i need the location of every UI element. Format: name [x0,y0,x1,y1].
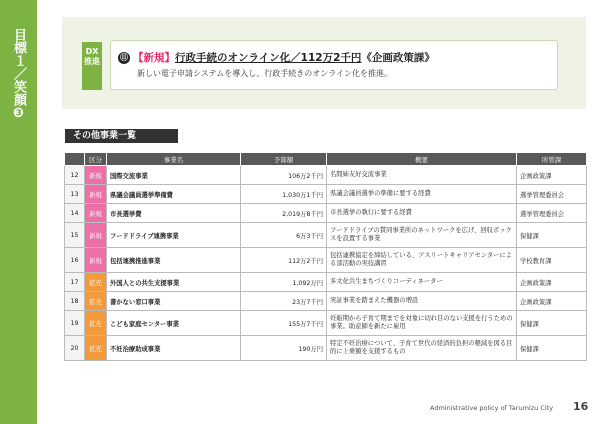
row-budget: 1,030万1千円 [241,185,327,204]
row-budget: 2,019万8千円 [241,204,327,223]
row-number: 19 [65,311,85,336]
row-kubun-badge: 新規 [85,223,107,248]
header-dept: 所管課 [517,153,587,166]
side-title [0,28,37,121]
side-title-circle: ❸ [11,106,26,121]
row-number: 14 [65,204,85,223]
dx-card [110,40,558,90]
table-row [65,185,587,204]
row-kubun-badge: 拡充 [85,292,107,311]
table-row [65,273,587,292]
row-dept: 企画政策課 [517,273,587,292]
dx-title [118,50,435,65]
row-dept: 企画政策課 [517,292,587,311]
row-budget: 1,092万円 [241,273,327,292]
header-no [65,153,85,166]
table-row [65,248,587,273]
row-summary: 実証事業を踏まえた機器の増設 [327,292,517,311]
row-number: 20 [65,336,85,361]
table-row [65,311,587,336]
row-name: 国際交流事業 [107,166,241,185]
dx-main-title: 行政手続のオンライン化／112万2千円 [175,52,362,64]
row-dept: 保健課 [517,223,587,248]
table-row [65,336,587,361]
table-header-row [65,153,587,166]
row-name: 不妊治療助成事業 [107,336,241,361]
row-number: 12 [65,166,85,185]
row-budget: 106万2千円 [241,166,327,185]
row-name: 外国人との共生支援事業 [107,273,241,292]
header-kubun: 区分 [85,153,107,166]
table-row [65,292,587,311]
row-kubun-badge: 新規 [85,185,107,204]
row-name: こども家庭センター事業 [107,311,241,336]
row-summary: 県議会議員選挙の準備に要する経費 [327,185,517,204]
row-number: 13 [65,185,85,204]
dx-item-number: ⑪ [120,53,128,62]
row-budget: 23万7千円 [241,292,327,311]
row-dept: 企画政策課 [517,166,587,185]
row-kubun-badge: 新規 [85,204,107,223]
row-kubun-badge: 新規 [85,248,107,273]
row-kubun-badge: 拡充 [85,273,107,292]
row-budget: 155万7千円 [241,311,327,336]
table-row [65,223,587,248]
row-summary: 多文化共生まちづくりコーディネーター [327,273,517,292]
header-summary: 概要 [327,153,517,166]
header-name: 事業名 [107,153,241,166]
corner-bar [0,416,37,424]
page-number: 16 [573,400,589,413]
row-dept: 選挙管理委員会 [517,185,587,204]
row-summary: 市長選挙の執行に要する経費 [327,204,517,223]
row-name: 書かない窓口事業 [107,292,241,311]
row-kubun-badge: 拡充 [85,311,107,336]
section-label: その他事業一覧 [65,129,178,143]
row-name: 県議会議員選挙準備費 [107,185,241,204]
projects-table [64,152,587,361]
table-row [65,204,587,223]
row-kubun-badge: 拡充 [85,336,107,361]
row-number: 18 [65,292,85,311]
row-number: 16 [65,248,85,273]
row-kubun-badge: 新規 [85,166,107,185]
footer-text: Administrative policy of Tarumizu City [430,404,554,412]
dx-dept: 《企画政策課》 [361,52,435,64]
row-summary: 名間姉友好交流事業 [327,166,517,185]
side-title-main: 目標１／笑顔 [11,28,26,106]
row-budget: 190万円 [241,336,327,361]
row-budget: 6万3千円 [241,223,327,248]
header-budget: 予算額 [241,153,327,166]
dx-badge: 【新規】 [133,52,175,64]
row-summary: フードドライブの賛同事業所のネットワークを広げ、回収ボックスを設置する事業 [327,223,517,248]
table-row [65,166,587,185]
row-budget: 112万2千円 [241,248,327,273]
row-dept: 保健課 [517,336,587,361]
row-number: 15 [65,223,85,248]
row-name: 市長選挙費 [107,204,241,223]
row-dept: 学校教育課 [517,248,587,273]
row-dept: 保健課 [517,311,587,336]
row-dept: 選挙管理委員会 [517,204,587,223]
row-summary: 特定不妊治療について、子育て世代の経済的負担の軽減を図る目的に上乗額を支援するもの [327,336,517,361]
row-name: 包括連携推進事業 [107,248,241,273]
row-summary: 妊娠期から子育て期までを対象に切れ目のない支援を行うための事業。助産師を新たに雇用 [327,311,517,336]
row-number: 17 [65,273,85,292]
dx-tag: DX推進 [82,42,102,90]
dx-description: 新しい電子申請システムを導入し、行政手続きのオンライン化を推進。 [137,69,392,78]
row-name: フードドライブ連携事業 [107,223,241,248]
row-summary: 包括連携協定を締結している、アスリートキャリアセンターによる部活動の実技講習 [327,248,517,273]
